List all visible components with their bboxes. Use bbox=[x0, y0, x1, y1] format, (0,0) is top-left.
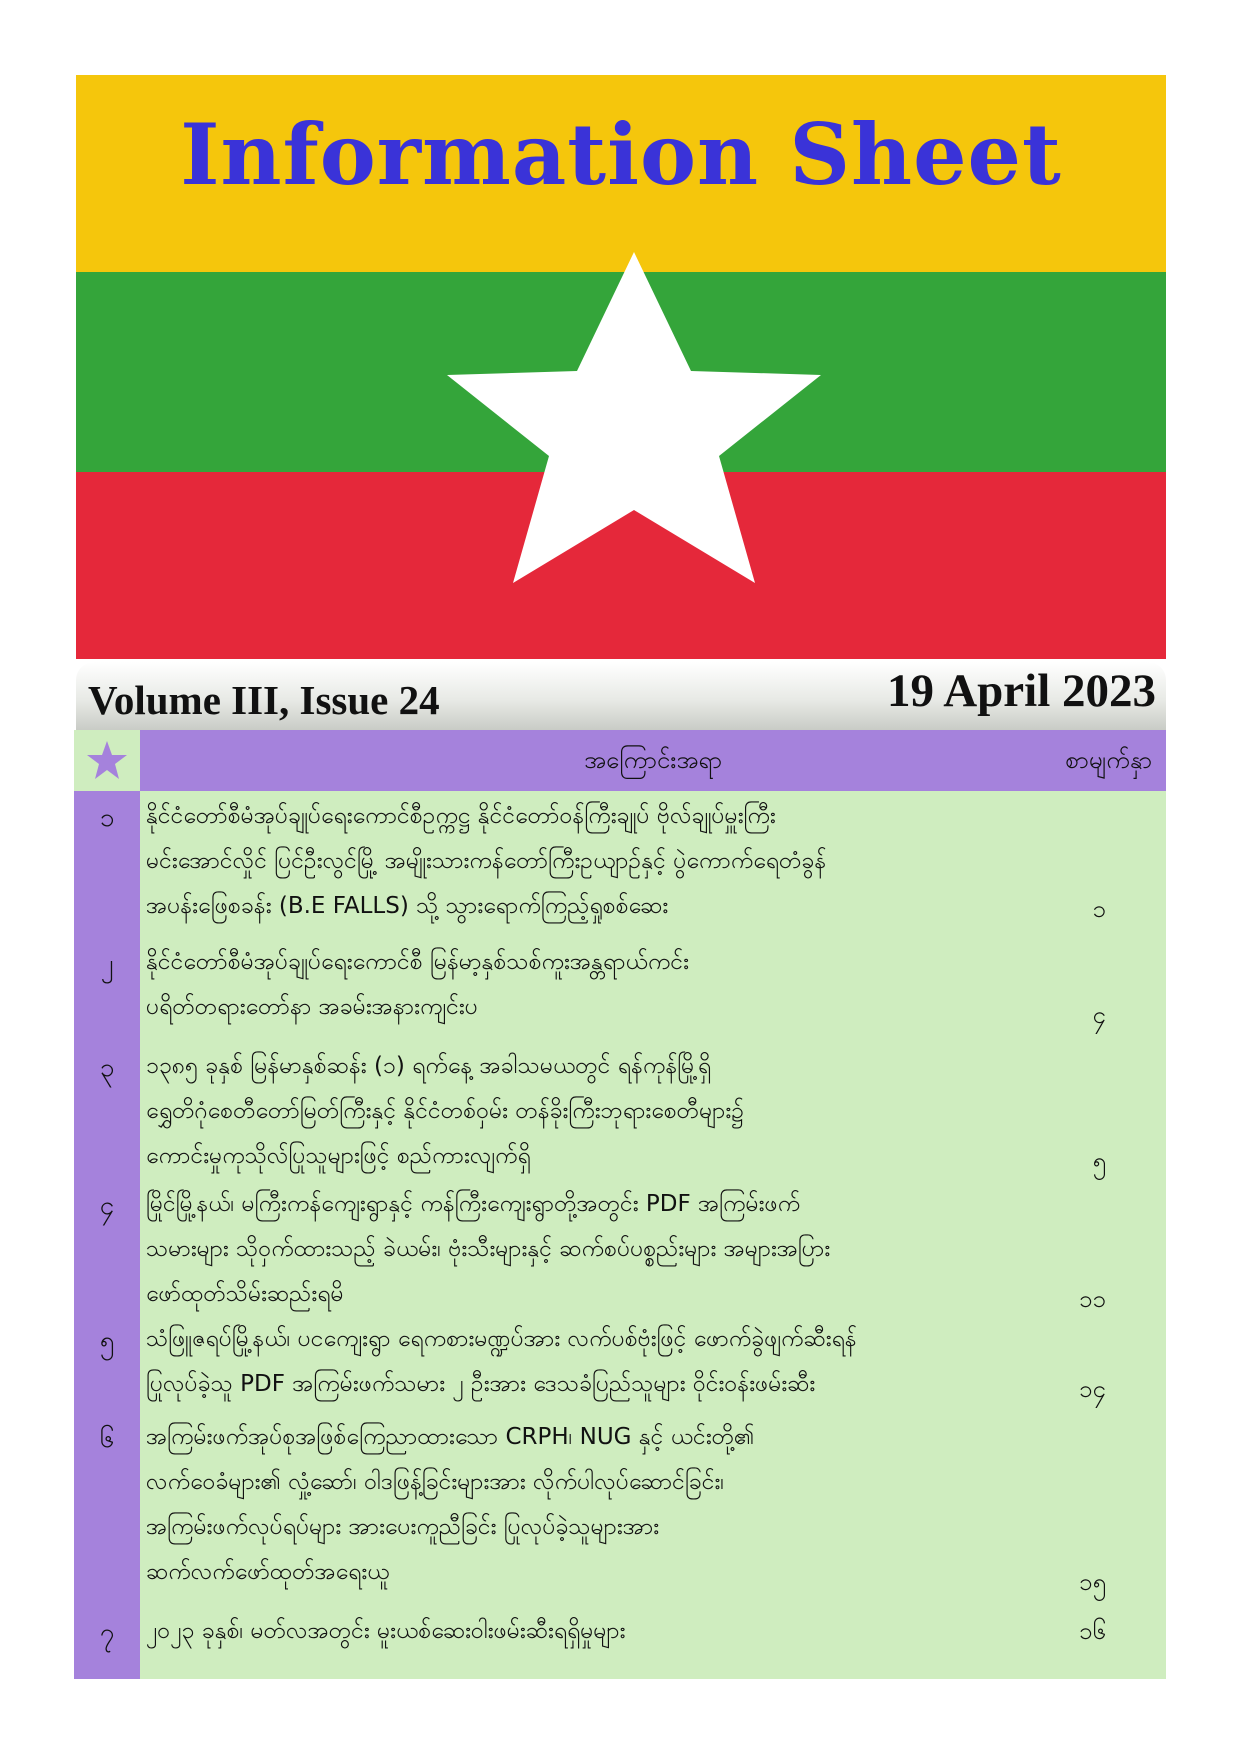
toc-entry-text: နိုင်ငံတော်စီမံအုပ်ချုပ်ရေးကောင်စီ မြန်မာ့နှစ်သစ်ကူးအန္တရာယ်ကင်း ပရိတ်တရားတော်နာ အခမ်းအနားကျင်းပ bbox=[146, 949, 689, 1020]
toc-entry-page: ၁၅ bbox=[1079, 1568, 1106, 1596]
toc-entry-number: ၅ bbox=[99, 1326, 115, 1356]
toc-entry-text: အကြမ်းဖက်အုပ်စုအဖြစ်ကြေညာထားသော CRPH၊ NUG နှင့် ယင်းတို့၏ လက်ဝေခံများ၏ လှုံ့ဆော်၊ ဝါဒဖြန့်ခြင်းများအား လိုက်ပါလုပ်ဆောင်ခြင်း၊ အကြမ်းဖက်လုပ်ရပ်များ အားပေးကူညီခြင်း ပြုလုပ်ခဲ့သူများအား ဆက်လက်ဖော်ထုတ်အရေးယူ bbox=[146, 1424, 755, 1585]
toc-entry-number: ၃ bbox=[99, 1053, 115, 1083]
toc-entry-number: ၁ bbox=[99, 803, 115, 833]
toc-star-cell bbox=[74, 730, 140, 791]
toc-entry-number: ၂ bbox=[100, 949, 114, 979]
toc-entry[interactable] bbox=[74, 938, 1166, 1034]
toc-entry[interactable] bbox=[74, 1180, 1166, 1320]
toc-entry-page: ၁၄ bbox=[1079, 1375, 1106, 1403]
issue-bar bbox=[76, 662, 1166, 730]
toc-entry-page: ၄ bbox=[1092, 1001, 1106, 1029]
issue-date: 19 April 2023 bbox=[887, 665, 1156, 717]
table-of-contents bbox=[74, 730, 1166, 1679]
toc-entry-text: သံဖြူဇရပ်မြို့နယ်၊ ပငကျေးရွာ ရေကစားမဏ္ဍပ်အား လက်ပစ်ဗုံးဖြင့် ဖောက်ခွဲဖျက်ဆီးရန် ပြုလုပ်ခဲ့သူ PDF အကြမ်းဖက်သမား ၂ ဦးအား ဒေသခံပြည်သူများ ဝိုင်းဝန်းဖမ်းဆီး bbox=[146, 1326, 857, 1397]
toc-entry-text: ၂၀၂၃ ခုနှစ်၊ မတ်လအတွင်း မူးယစ်ဆေးဝါးဖမ်းဆီးရရှိမှုများ bbox=[146, 1618, 626, 1644]
toc-entry[interactable] bbox=[74, 1413, 1166, 1601]
toc-entry-page: ၅ bbox=[1092, 1147, 1106, 1175]
toc-entry-text: ၁၃၈၅ ခုနှစ် မြန်မာနှစ်ဆန်း (၁) ရက်နေ့ အခါသမယတွင် ရန်ကုန်မြို့ရှိ ရွှေတိဂုံစေတီတော်မြတ်ကြီးနှင့် နိုင်ငံတစ်ဝှမ်း တန်ခိုးကြီးဘုရားစေတီများ၌ ကောင်းမှုကုသိုလ်ပြုသူများဖြင့် စည်ကားလျက်ရှိ bbox=[146, 1053, 744, 1169]
toc-entry[interactable] bbox=[74, 1042, 1166, 1182]
toc-header bbox=[140, 730, 1166, 791]
toc-entry-text: မြိုင်မြို့နယ်၊ မကြီးကန်ကျေးရွာနှင့် ကန်ကြီးကျေးရွာတို့အတွင်း PDF အကြမ်းဖက် သမားများ သိုဝှက်ထားသည့် ခဲယမ်း၊ ဗုံးသီးများနှင့် ဆက်စပ်ပစ္စည်းများ အများအပြား ဖော်ထုတ်သိမ်းဆည်းရမိ bbox=[146, 1191, 831, 1307]
page-title: Information Sheet bbox=[180, 105, 1062, 204]
toc-entry[interactable] bbox=[74, 792, 1166, 932]
toc-entry-text: နိုင်ငံတော်စီမံအုပ်ချုပ်ရေးကောင်စီဥက္ကဋ္ဌ နိုင်ငံတော်ဝန်ကြီးချုပ် ဗိုလ်ချုပ်မှူးကြီး မင်းအောင်လှိုင် ပြင်ဦးလွင်မြို့ အမျိုးသားကန်တော်ကြီးဥယျာဉ်နှင့် ပွဲကောက်ရေတံခွန် အပန်းဖြေစခန်း (B.E FALLS) သို့ သွားရောက်ကြည့်ရှုစစ်ဆေး bbox=[146, 803, 827, 919]
toc-entry-number: ၇ bbox=[99, 1618, 115, 1648]
toc-entry-number: ၆ bbox=[99, 1424, 115, 1454]
star-icon bbox=[85, 739, 129, 783]
toc-heading-page: စာမျက်နှာ bbox=[1065, 746, 1152, 774]
toc-entry-page: ၁၁ bbox=[1079, 1285, 1106, 1313]
toc-heading-title: အကြောင်းအရာ bbox=[584, 746, 722, 774]
toc-entry[interactable] bbox=[74, 1315, 1166, 1410]
toc-entry[interactable] bbox=[74, 1607, 1166, 1657]
cover-flag bbox=[76, 75, 1166, 659]
volume-issue: Volume III, Issue 24 bbox=[88, 677, 440, 723]
toc-entry-page: ၁ bbox=[1092, 895, 1106, 923]
toc-entry-page: ၁၆ bbox=[1079, 1617, 1106, 1645]
toc-entry-number: ၄ bbox=[99, 1191, 115, 1221]
